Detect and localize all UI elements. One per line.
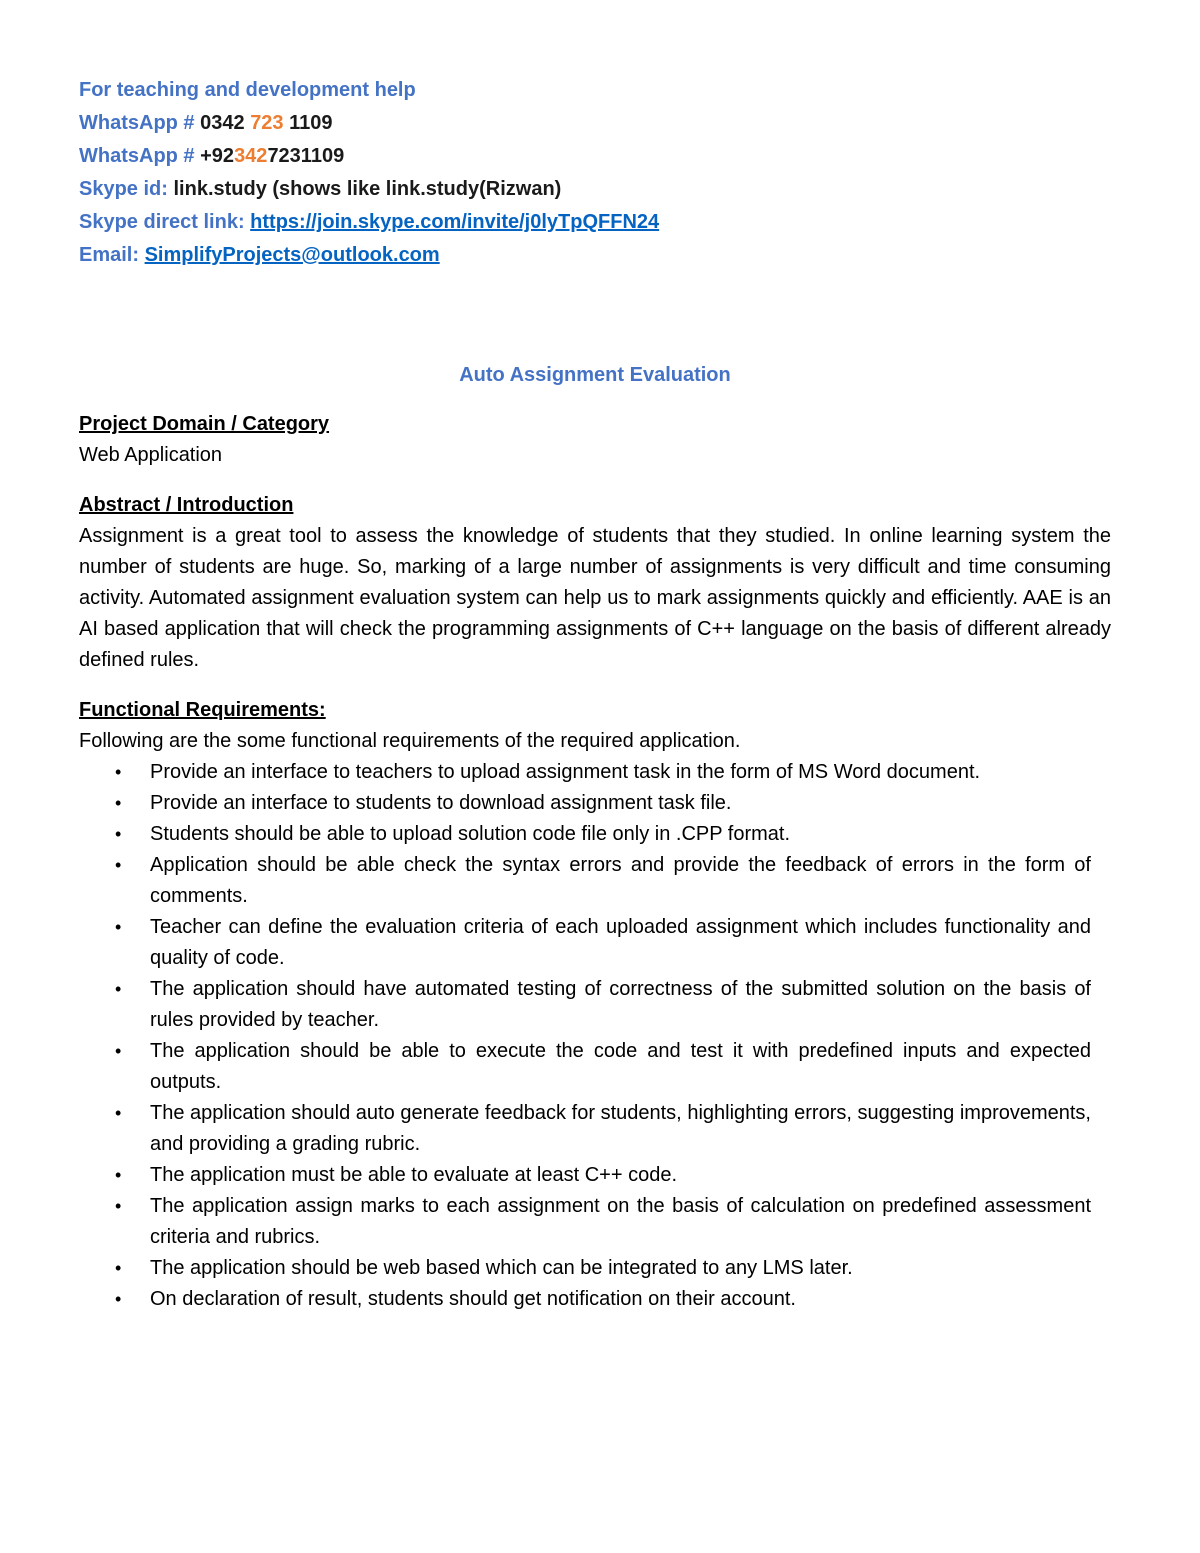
list-item: [79, 1098, 1111, 1160]
bullet-icon: •: [115, 1196, 122, 1216]
list-item-text: The application should have automated testing of correctness of the submitted solution on the basis of rules provided by teacher.: [150, 978, 1091, 1031]
list-item-text: Students should be able to upload solution code file only in .CPP format.: [150, 823, 791, 845]
bullet-icon: •: [115, 1041, 122, 1061]
list-item: [79, 912, 1111, 974]
list-item: [79, 788, 1111, 819]
list-item: [79, 757, 1111, 788]
list-item-text: On declaration of result, students should get notification on their account.: [150, 1288, 796, 1310]
list-item-text: The application must be able to evaluate at least C++ code.: [150, 1164, 678, 1186]
bullet-icon: •: [115, 1258, 122, 1278]
email-label: Email:: [79, 244, 145, 266]
whatsapp-number-part: 0342: [200, 112, 251, 134]
list-item: [79, 974, 1111, 1036]
bullet-icon: •: [115, 824, 122, 844]
list-item: [79, 819, 1111, 850]
list-item-text: The application should be able to execute the code and test it with predefined inputs and expected outputs.: [150, 1040, 1091, 1093]
skype-link-line: [79, 206, 1111, 239]
skype-id-value: link.study (shows like link.study(Rizwan): [173, 178, 562, 200]
requirements-intro: Following are the some functional requirements of the required application.: [79, 730, 741, 752]
skype-id-line: [79, 173, 1111, 206]
list-item-text: The application should be web based which can be integrated to any LMS later.: [150, 1257, 853, 1279]
whatsapp-label: WhatsApp #: [79, 145, 201, 167]
list-item-text: Provide an interface to teachers to upload assignment task in the form of MS Word document.: [150, 761, 981, 783]
contact-block: [79, 74, 1111, 272]
list-item-text: The application assign marks to each assignment on the basis of calculation on predefined assessment criteria and rubrics.: [150, 1195, 1091, 1248]
list-item: [79, 850, 1111, 912]
whatsapp-label: WhatsApp #: [79, 112, 201, 134]
document-page: [79, 74, 1111, 1315]
list-item-text: The application should auto generate feedback for students, highlighting errors, suggesting improvements, and providing a grading rubric.: [150, 1102, 1091, 1155]
list-item: [79, 1284, 1111, 1315]
list-item-text: Application should be able check the syntax errors and provide the feedback of errors in the form of comments.: [150, 854, 1091, 907]
bullet-icon: •: [115, 1103, 122, 1123]
list-item-text: Provide an interface to students to download assignment task file.: [150, 792, 732, 814]
bullet-icon: •: [115, 1289, 122, 1309]
bullet-icon: •: [115, 762, 122, 782]
list-item: [79, 1191, 1111, 1253]
skype-direct-link[interactable]: https://join.skype.com/invite/j0lyTpQFFN24: [250, 211, 660, 233]
list-item: [79, 1253, 1111, 1284]
requirements-list: [79, 757, 1111, 1315]
domain-value: Web Application: [79, 444, 223, 466]
bullet-icon: •: [115, 793, 122, 813]
whatsapp-number-part: 342: [234, 145, 268, 167]
skype-id-label: Skype id:: [79, 178, 174, 200]
bullet-icon: •: [115, 1165, 122, 1185]
whatsapp-line-2: [79, 140, 1111, 173]
whatsapp-number-part: +92: [200, 145, 235, 167]
requirements-heading: Functional Requirements:: [79, 699, 326, 721]
whatsapp-line-1: [79, 107, 1111, 140]
abstract-text: Assignment is a great tool to assess the knowledge of students that they studied. In online learning system the number of students are huge. So, marking of a large number of assignments is very difficult and time consuming activity. Automated assignment evaluation system can help us to mark assignments quickly and efficiently. AAE is an AI based application that will check the programming assignments of C++ language on the basis of different already defined rules.: [79, 525, 1111, 671]
skype-link-label: Skype direct link:: [79, 211, 251, 233]
document-title: Auto Assignment Evaluation: [459, 364, 731, 386]
email-line: [79, 239, 1111, 272]
abstract-heading: Abstract / Introduction: [79, 494, 294, 516]
list-item-text: Teacher can define the evaluation criteria of each uploaded assignment which includes functionality and quality of code.: [150, 916, 1091, 969]
bullet-icon: •: [115, 979, 122, 999]
list-item: [79, 1036, 1111, 1098]
list-item: [79, 1160, 1111, 1191]
whatsapp-number-part: 7231109: [267, 145, 345, 167]
email-link[interactable]: SimplifyProjects@outlook.com: [144, 244, 440, 266]
whatsapp-number-part: 723: [250, 112, 284, 134]
bullet-icon: •: [115, 855, 122, 875]
contact-heading: For teaching and development help: [79, 79, 416, 101]
bullet-icon: •: [115, 917, 122, 937]
whatsapp-number-part: 1109: [283, 112, 333, 134]
domain-heading: Project Domain / Category: [79, 413, 330, 435]
